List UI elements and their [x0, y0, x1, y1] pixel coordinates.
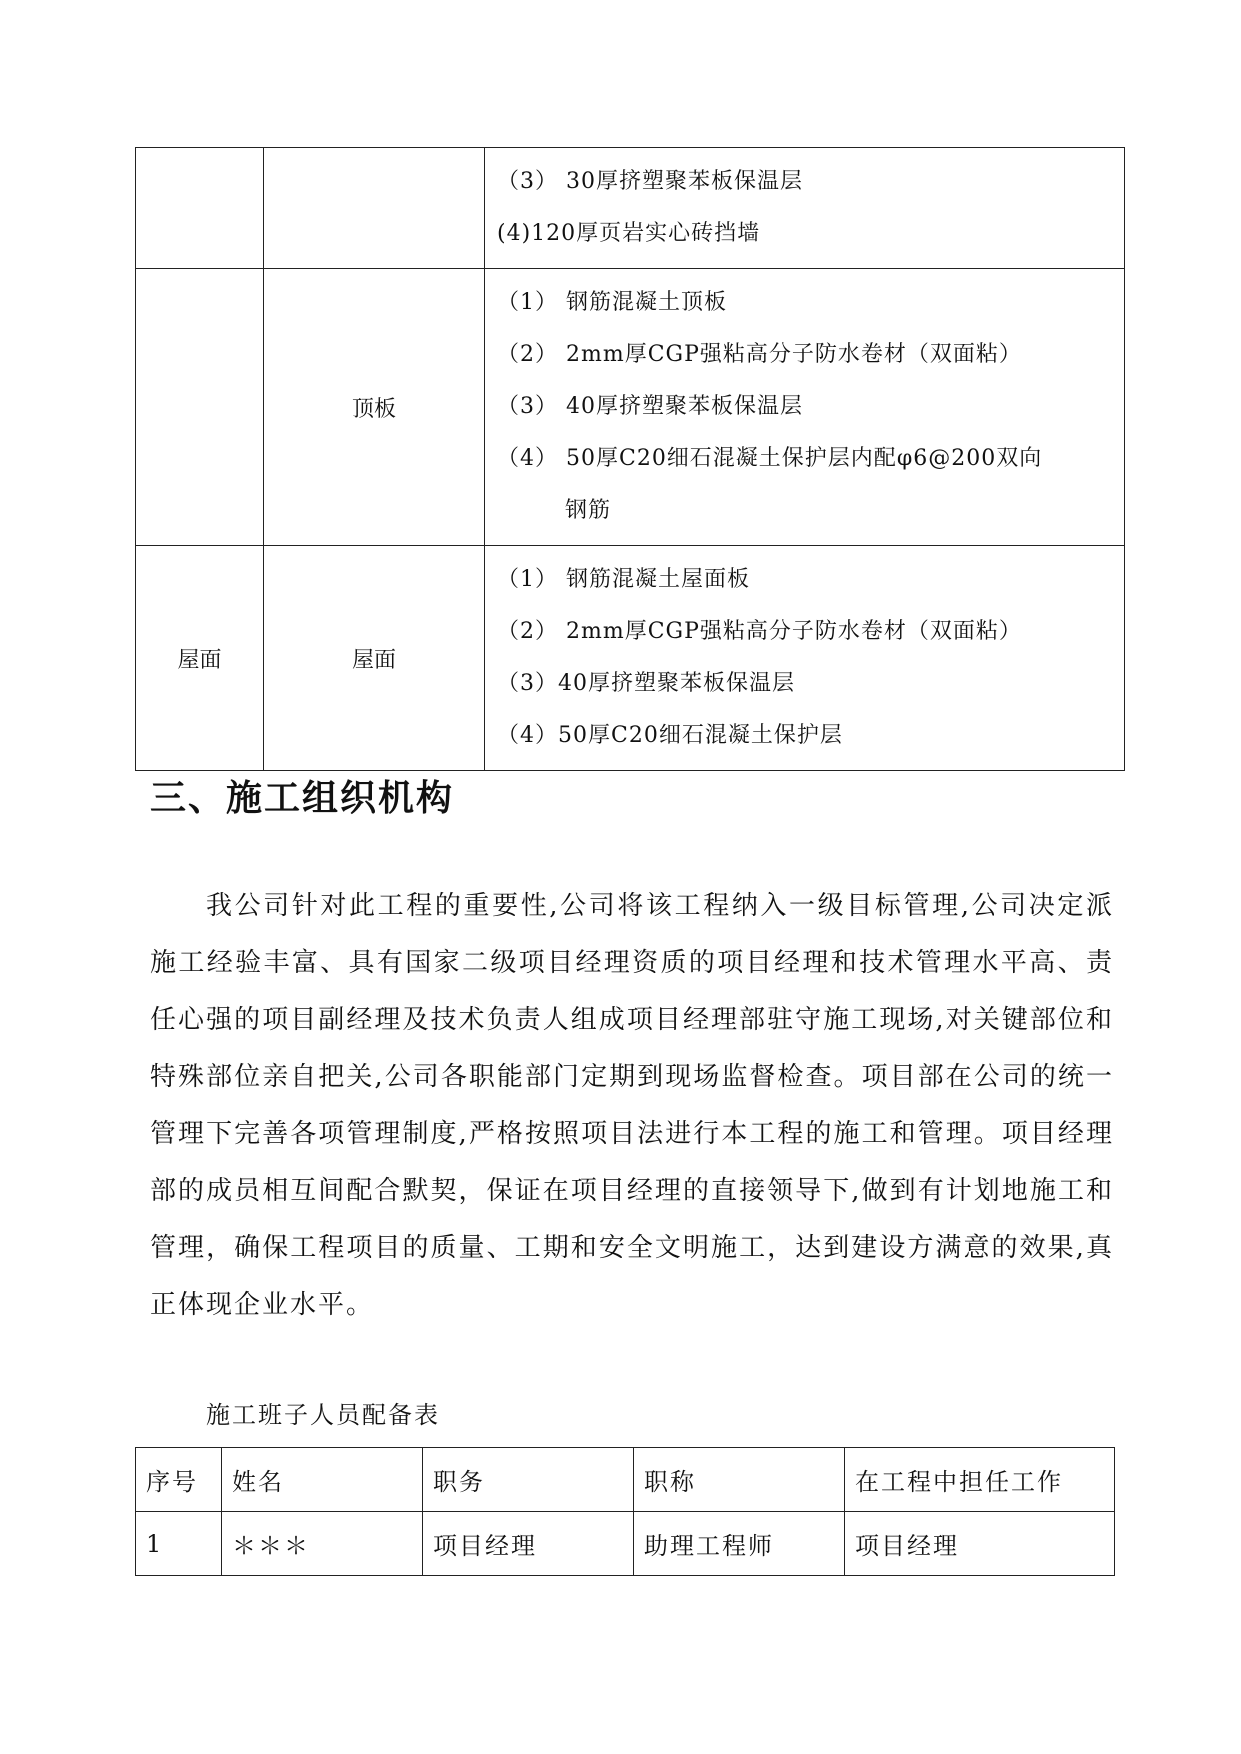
- column-header: 职务: [423, 1448, 634, 1512]
- layer-line: （3） 30厚挤塑聚苯板保温层: [497, 169, 803, 194]
- table-cell: 项目经理: [423, 1512, 634, 1576]
- layer-line: （4）50厚C20细石混凝土保护层: [497, 723, 843, 748]
- layer-line: （2） 2mm厚CGP强粘高分子防水卷材（双面粘）: [497, 342, 1022, 367]
- category-cell: [136, 148, 264, 269]
- subcategory-cell: 顶板: [264, 269, 485, 546]
- layer-line: （3） 40厚挤塑聚苯板保温层: [497, 394, 803, 419]
- layers-cell: [485, 546, 1125, 771]
- column-header: 在工程中担任工作: [845, 1448, 1115, 1512]
- layer-line: （2） 2mm厚CGP强粘高分子防水卷材（双面粘）: [497, 619, 1022, 644]
- column-header: 职称: [634, 1448, 845, 1512]
- table-header-row: [136, 1448, 1115, 1512]
- construction-layers-table: [135, 147, 1125, 771]
- table-cell: ＊＊＊: [222, 1512, 423, 1576]
- layer-line: 钢筋: [565, 498, 612, 523]
- subcategory-cell: [264, 148, 485, 269]
- table-cell: 助理工程师: [634, 1512, 845, 1576]
- layers-cell: [485, 148, 1125, 269]
- layer-line: (4)120厚页岩实心砖挡墙: [497, 221, 761, 246]
- body-paragraph: 我公司针对此工程的重要性,公司将该工程纳入一级目标管理,公司决定派施工经验丰富、具有国家二级项目经理资质的项目经理和技术管理水平高、责任心强的项目副经理及技术负责人组成项目经理部驻守施工现场,对关键部位和特殊部位亲自把关,公司各职能部门定期到现场监督检查。项目部在公司的统一管理下完善各项管理制度,严格按照项目法进行本工程的施工和管理。项目经理部的成员相互间配合默契，保证在项目经理的直接领导下,做到有计划地施工和管理，确保工程项目的质量、工期和安全文明施工，达到建设方满意的效果,真正体现企业水平。: [150, 891, 1115, 1320]
- layer-line: （4） 50厚C20细石混凝土保护层内配φ6@200双向: [497, 446, 1043, 471]
- table-row: [136, 1512, 1115, 1576]
- table-row: [136, 148, 1125, 269]
- subcategory-cell: 屋面: [264, 546, 485, 771]
- table-cell: 1: [136, 1512, 222, 1576]
- category-cell: 屋面: [136, 546, 264, 771]
- category-cell: [136, 269, 264, 546]
- table-caption: 施工班子人员配备表: [206, 1401, 440, 1429]
- layer-line: （3）40厚挤塑聚苯板保温层: [497, 671, 795, 696]
- column-header: 序号: [136, 1448, 222, 1512]
- table-cell: 项目经理: [845, 1512, 1115, 1576]
- column-header: 姓名: [222, 1448, 423, 1512]
- table-row: [136, 269, 1125, 546]
- layers-cell: [485, 269, 1125, 546]
- layer-line: （1） 钢筋混凝土屋面板: [497, 567, 750, 592]
- staff-table: [135, 1447, 1115, 1576]
- table-row: [136, 546, 1125, 771]
- layer-line: （1） 钢筋混凝土顶板: [497, 290, 727, 315]
- section-heading: 三、施工组织机构: [150, 778, 455, 819]
